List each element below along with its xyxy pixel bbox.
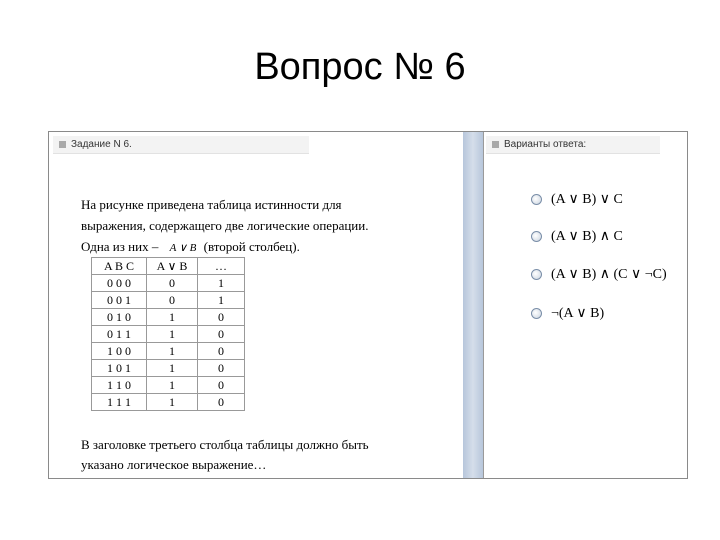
table-cell: 0 1 1 — [92, 326, 147, 343]
truth-table-header-row — [92, 258, 245, 275]
vertical-scrollbar[interactable] — [463, 132, 483, 478]
table-cell: 1 0 1 — [92, 360, 147, 377]
table-cell: 0 — [198, 326, 245, 343]
truth-table-header-abc: A B C — [92, 258, 147, 275]
question-footer — [81, 435, 451, 475]
inline-formula: A ∨ B — [169, 242, 197, 254]
table-cell: 1 1 0 — [92, 377, 147, 394]
answer-option-3-label: (A ∨ B) ∧ (C ∨ ¬C) — [551, 267, 667, 282]
truth-table-header-unknown: … — [198, 258, 245, 275]
table-cell: 0 1 0 — [92, 309, 147, 326]
table-cell: 0 — [198, 394, 245, 411]
table-cell: 0 — [198, 377, 245, 394]
square-bullet-icon — [492, 141, 499, 148]
question-line-2: выражения, содержащего две логические операции. — [81, 218, 369, 233]
table-cell: 1 — [147, 343, 198, 360]
answer-option-1[interactable] — [531, 191, 623, 208]
table-row — [92, 275, 245, 292]
answer-option-2-label: (A ∨ B) ∧ C — [551, 229, 623, 244]
truth-table-header-a-or-b: A ∨ B — [147, 258, 198, 275]
question-line-3-start: Одна из них – — [81, 239, 159, 254]
table-cell: 1 1 1 — [92, 394, 147, 411]
table-cell: 1 0 0 — [92, 343, 147, 360]
table-cell: 1 — [198, 292, 245, 309]
radio-button-icon[interactable] — [531, 308, 542, 319]
answer-option-3[interactable] — [531, 266, 667, 283]
table-cell: 0 — [198, 343, 245, 360]
radio-button-icon[interactable] — [531, 231, 542, 242]
table-cell: 1 — [198, 275, 245, 292]
answers-pane — [484, 132, 687, 478]
question-line-3-end: (второй столбец). — [203, 239, 300, 254]
slide-title: Вопрос № 6 — [254, 46, 466, 88]
answers-header — [486, 136, 660, 154]
answer-option-4-label: ¬(A ∨ B) — [551, 306, 605, 321]
footer-line-1: В заголовке третьего столбца таблицы должно быть — [81, 437, 369, 452]
radio-button-icon[interactable] — [531, 194, 542, 205]
answers-header-label: Варианты ответа: — [504, 139, 587, 150]
question-text — [81, 194, 451, 259]
question-line-3 — [81, 236, 451, 259]
table-cell: 1 — [147, 309, 198, 326]
square-bullet-icon — [59, 141, 66, 148]
task-pane — [49, 132, 463, 478]
answer-option-2[interactable] — [531, 228, 623, 245]
question-frame — [48, 131, 688, 479]
table-cell: 0 — [198, 360, 245, 377]
table-cell: 1 — [147, 377, 198, 394]
table-row — [92, 343, 245, 360]
table-row — [92, 309, 245, 326]
task-header — [53, 136, 309, 154]
table-cell: 0 0 0 — [92, 275, 147, 292]
table-cell: 1 — [147, 326, 198, 343]
truth-table — [91, 257, 245, 411]
table-cell: 1 — [147, 394, 198, 411]
table-row — [92, 394, 245, 411]
task-header-label: Задание N 6. — [71, 139, 132, 150]
table-row — [92, 377, 245, 394]
table-cell: 0 0 1 — [92, 292, 147, 309]
table-row — [92, 360, 245, 377]
footer-line-2: указано логическое выражение… — [81, 457, 267, 472]
question-line-1: На рисунке приведена таблица истинности для — [81, 197, 342, 212]
table-cell: 0 — [198, 309, 245, 326]
answer-option-1-label: (A ∨ B) ∨ C — [551, 192, 623, 207]
table-cell: 1 — [147, 360, 198, 377]
answer-option-4[interactable] — [531, 305, 604, 322]
table-cell: 0 — [147, 275, 198, 292]
table-row — [92, 326, 245, 343]
table-cell: 0 — [147, 292, 198, 309]
table-row — [92, 292, 245, 309]
radio-button-icon[interactable] — [531, 269, 542, 280]
